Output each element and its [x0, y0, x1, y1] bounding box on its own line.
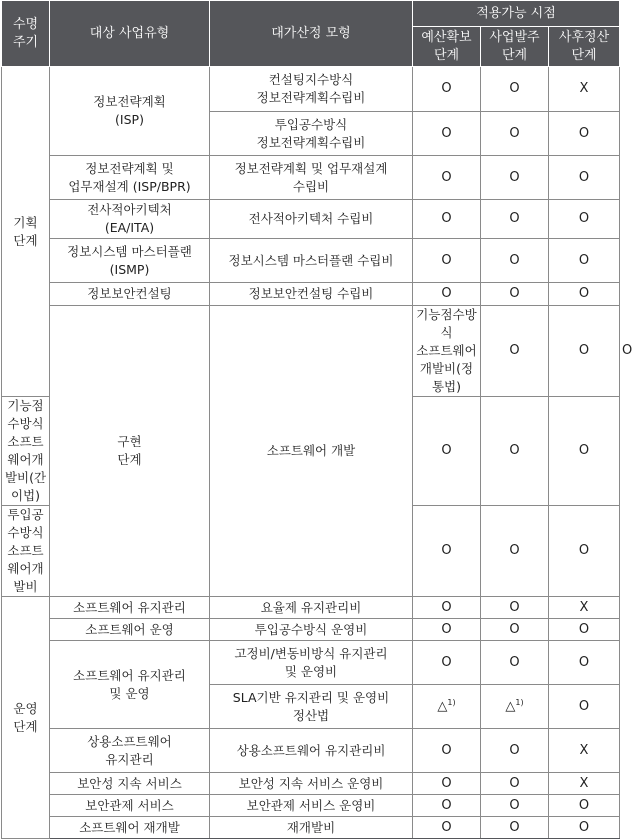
footnote-ref: 1): [447, 697, 456, 707]
table-row: [2, 729, 620, 773]
settlement-stage-cell: X: [549, 773, 620, 795]
order-stage-cell: O: [481, 112, 549, 156]
header-settlement-stage: 사후정산 단계: [549, 27, 620, 67]
budget-stage-cell: O: [413, 729, 481, 773]
header-project-type: 대상 사업유형: [50, 1, 210, 67]
order-stage-cell: O: [549, 306, 620, 397]
budget-stage-cell: O: [413, 156, 481, 200]
order-stage-cell: O: [481, 506, 549, 597]
budget-stage-cell: O: [413, 597, 481, 619]
project-type-sw-maint-and-op: 소프트웨어 유지관리 및 운영: [50, 641, 210, 729]
budget-stage-cell: O: [413, 283, 481, 306]
cost-model: 보안성 지속 서비스 운영비: [210, 773, 413, 795]
table-row: [2, 200, 620, 239]
budget-stage-cell: O: [413, 817, 481, 839]
cost-model: 재개발비: [210, 817, 413, 839]
budget-stage-cell: O: [413, 619, 481, 641]
settlement-stage-cell: O: [549, 506, 620, 597]
budget-stage-cell: O: [413, 795, 481, 817]
settlement-stage-cell: O: [549, 156, 620, 200]
cost-model: 컨설팅지수방식 정보전략계획수립비: [210, 67, 413, 112]
order-stage-cell: O: [481, 156, 549, 200]
budget-stage-cell: O: [413, 773, 481, 795]
order-stage-cell: O: [481, 729, 549, 773]
triangle-mark: △: [505, 698, 516, 714]
project-type-sw-operation: 소프트웨어 운영: [50, 619, 210, 641]
order-stage-cell: O: [481, 795, 549, 817]
cost-model: 정보보안컨설팅 수립비: [210, 283, 413, 306]
settlement-stage-cell: O: [549, 112, 620, 156]
settlement-stage-cell: X: [549, 597, 620, 619]
cost-model: 요율제 유지관리비: [210, 597, 413, 619]
cost-model: 상용소프트웨어 유지관리비: [210, 729, 413, 773]
project-type-sw-development: 소프트웨어 개발: [210, 306, 413, 597]
budget-stage-cell: O: [413, 200, 481, 239]
table-row: 구현 단계 소프트웨어 개발 기능점수방식 소프트웨어개발비(정통법) O O O: [2, 306, 620, 397]
header-lifecycle: 수명 주기: [2, 1, 50, 67]
order-stage-cell: O: [481, 239, 549, 283]
table-row: [2, 773, 620, 795]
order-stage-cell: O: [481, 773, 549, 795]
cost-model: 전사적아키텍처 수립비: [210, 200, 413, 239]
project-type-commercial-sw-maint: 상용소프트웨어 유지관리: [50, 729, 210, 773]
triangle-mark: △: [437, 698, 448, 714]
cost-model: 기능점수방식 소프트웨어개발비(간이법): [2, 397, 50, 506]
footnote-ref: 1): [515, 697, 524, 707]
project-type-ismp: 정보시스템 마스터플랜 (ISMP): [50, 239, 210, 283]
order-stage-cell: O: [481, 397, 549, 506]
project-type-sw-maintenance: 소프트웨어 유지관리: [50, 597, 210, 619]
project-type-security-consulting: 정보보안컨설팅: [50, 283, 210, 306]
settlement-stage-cell: O: [549, 641, 620, 685]
table-row: [2, 156, 620, 200]
project-type-isp-bpr: 정보전략계획 및 업무재설계 (ISP/BPR): [50, 156, 210, 200]
budget-stage-cell: O: [413, 506, 481, 597]
cost-model: 투입공수방식 정보전략계획수립비: [210, 112, 413, 156]
settlement-stage-cell: O: [549, 283, 620, 306]
budget-stage-cell: [413, 685, 481, 729]
order-stage-cell: O: [481, 641, 549, 685]
project-type-isp: 정보전략계획 (ISP): [50, 67, 210, 156]
settlement-stage-cell: O: [549, 817, 620, 839]
settlement-stage-cell: O: [549, 200, 620, 239]
order-stage-cell: O: [481, 283, 549, 306]
settlement-stage-cell: X: [549, 67, 620, 112]
table-row: [2, 619, 620, 641]
cost-model: 투입공수방식 운영비: [210, 619, 413, 641]
project-type-sw-redevelopment: 소프트웨어 재개발: [50, 817, 210, 839]
table-row: [2, 597, 620, 619]
budget-stage-cell: O: [413, 641, 481, 685]
table-row: [2, 641, 620, 685]
budget-stage-cell: O: [413, 397, 481, 506]
project-type-ea-ita: 전사적아키텍처 (EA/ITA): [50, 200, 210, 239]
table-row: [2, 795, 620, 817]
settlement-stage-cell: X: [549, 729, 620, 773]
project-type-security-control: 보안관제 서비스: [50, 795, 210, 817]
cost-model: 정보전략계획 및 업무재설계 수립비: [210, 156, 413, 200]
order-stage-cell: O: [481, 200, 549, 239]
order-stage-cell: [481, 685, 549, 729]
header-cost-model: 대가산정 모형: [210, 1, 413, 67]
cost-model: 기능점수방식 소프트웨어개발비(정통법): [413, 306, 481, 397]
order-stage-cell: O: [481, 67, 549, 112]
table-row: [2, 283, 620, 306]
applicability-table: [1, 0, 632, 839]
order-stage-cell: O: [481, 619, 549, 641]
cost-model: 보안관제 서비스 운영비: [210, 795, 413, 817]
settlement-stage-cell: O: [549, 685, 620, 729]
header-order-stage: 사업발주 단계: [481, 27, 549, 67]
header-applicable-time: 적용가능 시점: [413, 1, 620, 27]
order-stage-cell: O: [481, 597, 549, 619]
cost-model: 정보시스템 마스터플랜 수립비: [210, 239, 413, 283]
settlement-stage-cell: O: [549, 619, 620, 641]
phase-planning: 기획 단계: [2, 67, 50, 397]
table-row: [2, 817, 620, 839]
header-budget-stage: 예산확보 단계: [413, 27, 481, 67]
table-row: [2, 239, 620, 283]
settlement-stage-cell: O: [549, 795, 620, 817]
budget-stage-cell: O: [413, 67, 481, 112]
cost-model: SLA기반 유지관리 및 운영비 정산법: [210, 685, 413, 729]
project-type-security-continuity: 보안성 지속 서비스: [50, 773, 210, 795]
table-row: [2, 67, 620, 112]
settlement-stage-cell: O: [549, 397, 620, 506]
settlement-stage-cell: O: [549, 239, 620, 283]
cost-model: 투입공수방식 소프트웨어개발비: [2, 506, 50, 597]
budget-stage-cell: O: [413, 112, 481, 156]
cost-model: 고정비/변동비방식 유지관리 및 운영비: [210, 641, 413, 685]
order-stage-cell: O: [481, 817, 549, 839]
phase-operation: 운영 단계: [2, 597, 50, 839]
budget-stage-cell: O: [413, 239, 481, 283]
budget-stage-cell: O: [481, 306, 549, 397]
phase-implementation: 구현 단계: [50, 306, 210, 597]
